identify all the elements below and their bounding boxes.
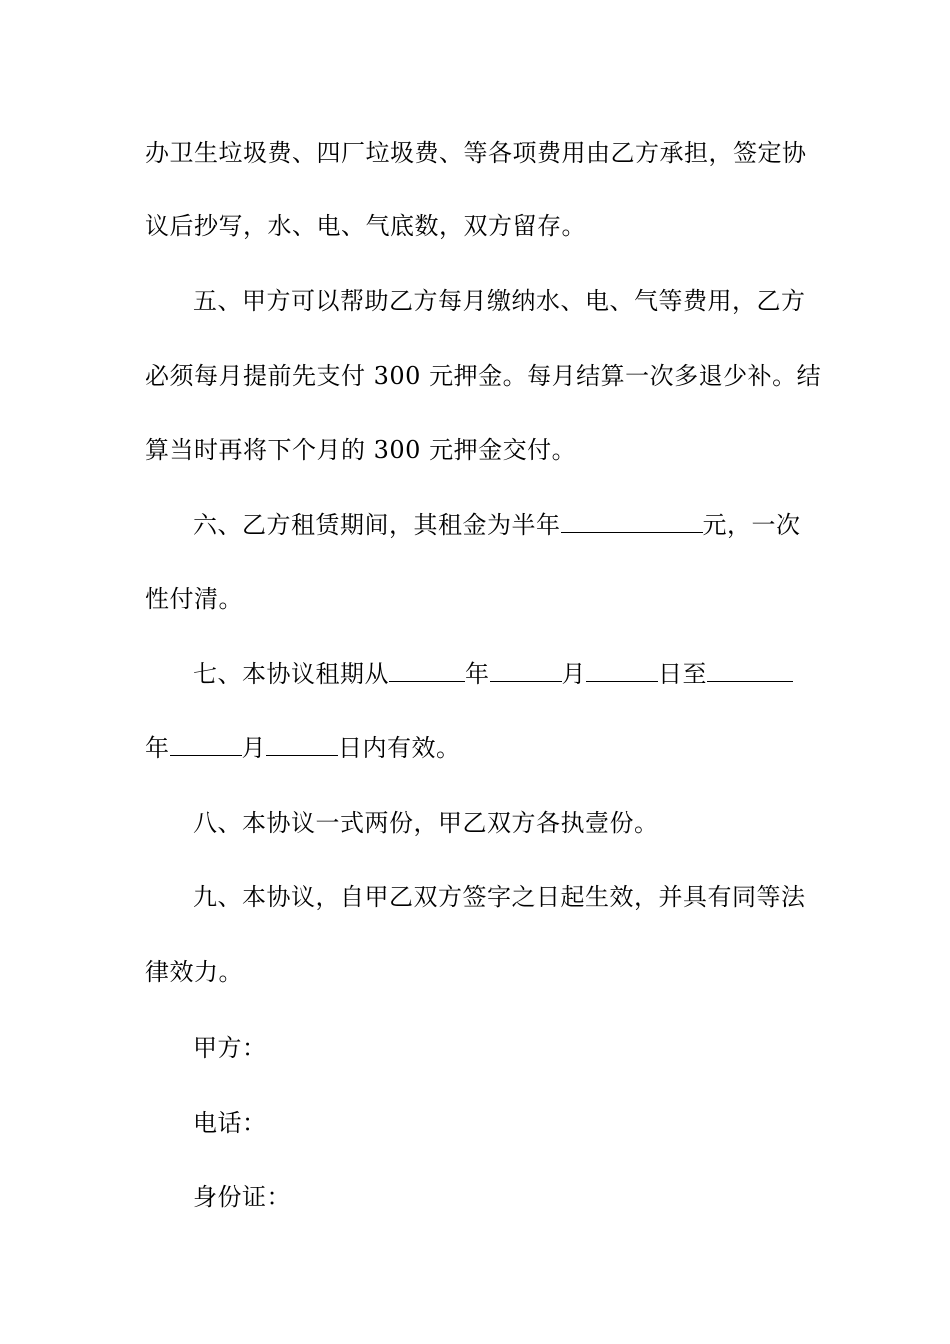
clause6-line2: 性付清。	[145, 585, 243, 613]
clause7-line2-end: 日内有效。	[338, 734, 461, 762]
clause9-line1: 九、本协议，自甲乙双方签字之日起生效，并具有同等法	[193, 883, 806, 911]
end-year-blank	[707, 659, 793, 682]
start-month-blank	[490, 659, 562, 682]
clause6-prefix: 六、乙方租赁期间，其租金为半年	[193, 511, 561, 539]
clause6-suffix: 元，一次	[702, 511, 801, 539]
end-day-blank	[266, 733, 338, 756]
clause7-line2-month-label: 月	[241, 734, 266, 762]
clause5-line3: 算当时再将下个月的 300 元押金交付。	[145, 436, 577, 464]
clause6-line1	[193, 510, 801, 540]
clause9-line2: 律效力。	[145, 958, 243, 986]
clause7-prefix: 七、本协议租期从	[193, 660, 389, 688]
clause8-line1: 八、本协议一式两份，甲乙双方各执壹份。	[193, 809, 659, 837]
end-month-blank	[170, 733, 242, 756]
clause7-line2	[145, 733, 461, 763]
clause7-line1	[193, 659, 793, 689]
clause7-day-to-label: 日至	[658, 660, 707, 688]
clause7-line2-year-label: 年	[145, 734, 170, 762]
rent-amount-blank	[561, 510, 703, 533]
id-card-label: 身份证：	[193, 1183, 291, 1211]
clause4-tail-line2: 议后抄写，水、电、气底数，双方留存。	[145, 212, 586, 240]
clause5-line2: 必须每月提前先支付 300 元押金。每月结算一次多退少补。结	[145, 362, 822, 390]
clause5-line1: 五、甲方可以帮助乙方每月缴纳水、电、气等费用，乙方	[193, 287, 806, 315]
start-day-blank	[586, 659, 658, 682]
clause7-year-label: 年	[465, 660, 490, 688]
phone-label: 电话：	[193, 1109, 267, 1137]
clause4-tail-line1: 办卫生垃圾费、四厂垃圾费、等各项费用由乙方承担，签定协	[145, 139, 807, 167]
clause7-month-label: 月	[561, 660, 586, 688]
start-year-blank	[389, 659, 465, 682]
party-a-label: 甲方：	[193, 1034, 267, 1062]
